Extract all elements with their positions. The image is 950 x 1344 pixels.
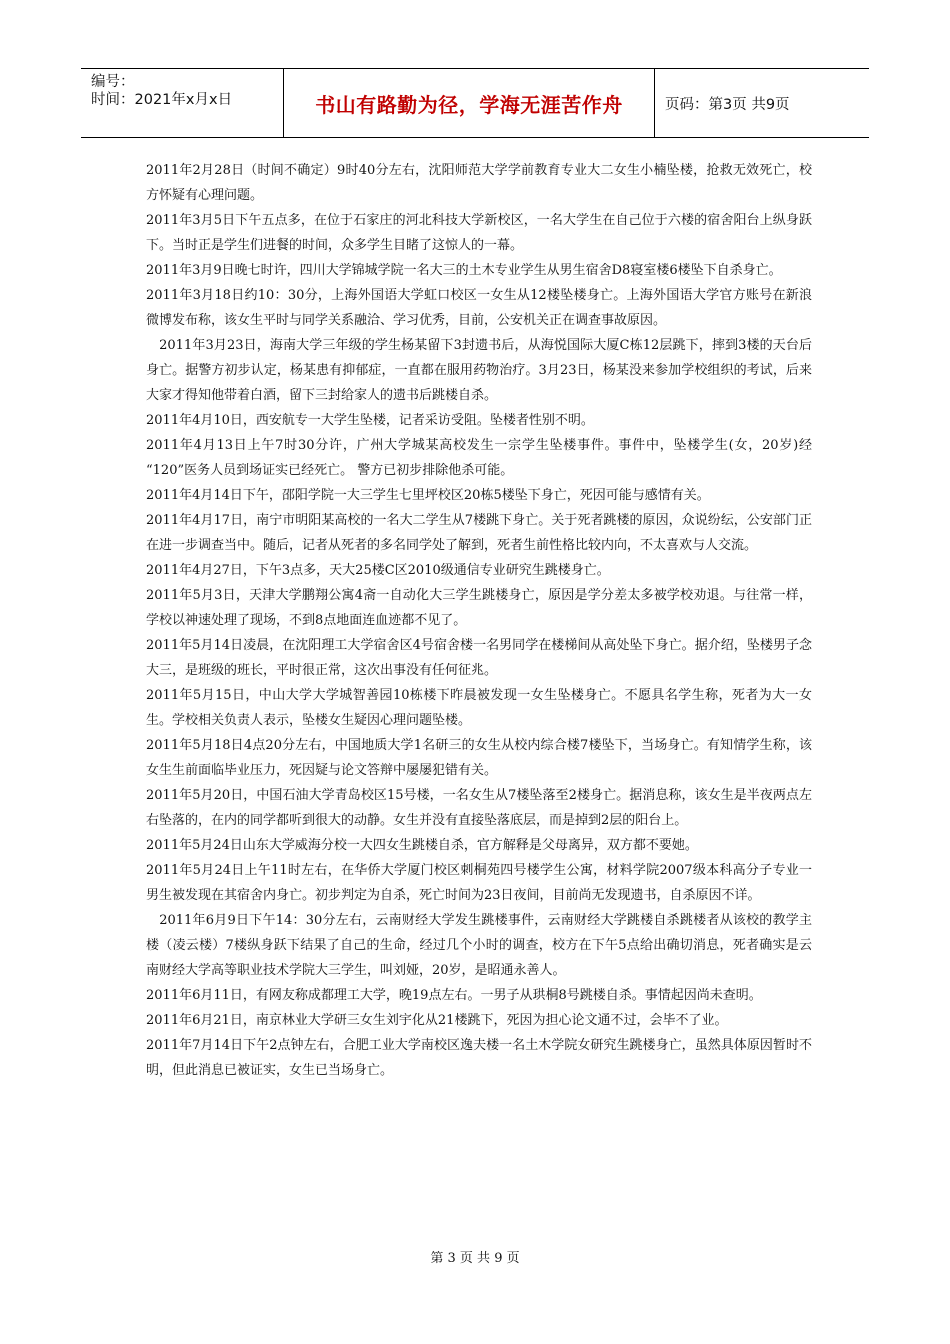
page-footer: 第 3 页 共 9 页: [430, 1251, 520, 1266]
paragraph: 2011年5月24日山东大学威海分校一大四女生跳楼自杀，官方解释是父母离异，双方都不要她。: [146, 838, 698, 853]
page-header: [81, 68, 869, 138]
header-page-info: 页码：第3页 共9页: [665, 96, 790, 113]
paragraph: 2011年6月21日，南京林业大学研三女生刘宇化从21楼跳下，死因为担心论文通不过，会毕不了业。: [146, 1013, 728, 1028]
paragraph: 2011年4月13日上午7时30分许，广州大学城某高校发生一宗学生坠楼事件。事件中，坠楼学生(女，20岁)经 “120”医务人员到场证实已经死亡。 警方已初步排除他杀可能。: [146, 438, 812, 478]
paragraph: 2011年5月15日，中山大学大学城智善园10栋楼下昨晨被发现一女生坠楼身亡。不愿具名学生称，死者为大一女生。学校相关负责人表示，坠楼女生疑因心理问题坠楼。: [146, 688, 812, 728]
paragraph: 2011年4月17日，南宁市明阳某高校的一名大二学生从7楼跳下身亡。关于死者跳楼的原因，众说纷纭，公安部门正在进一步调查当中。随后，记者从死者的多名同学处了解到，死者生前性格比较内向，不太喜欢与人交流。: [146, 513, 812, 553]
paragraph: 2011年5月14日凌晨，在沈阳理工大学宿舍区4号宿舍楼一名男同学在楼梯间从高处坠下身亡。据介绍，坠楼男子念大三，是班级的班长，平时很正常，这次出事没有任何征兆。: [146, 638, 812, 678]
paragraph: 2011年3月18日约10：30分，上海外国语大学虹口校区一女生从12楼坠楼身亡。上海外国语大学官方账号在新浪微博发布称，该女生平时与同学关系融洽、学习优秀，目前，公安机关正在调查事故原因。: [146, 288, 812, 328]
paragraph: 2011年7月14日下午2点钟左右，合肥工业大学南校区逸夫楼一名土木学院女研究生跳楼身亡，虽然具体原因暂时不明，但此消息已被证实，女生已当场身亡。: [146, 1038, 812, 1078]
paragraph: 2011年3月9日晚七时许，四川大学锦城学院一名大三的土木专业学生从男生宿舍D8寝室楼6楼坠下自杀身亡。: [146, 263, 782, 278]
paragraph: 2011年4月14日下午，邵阳学院一大三学生七里坪校区20栋5楼坠下身亡，死因可能与感情有关。: [146, 488, 710, 503]
paragraph: 2011年5月3日，天津大学鹏翔公寓4斋一自动化大三学生跳楼身亡，原因是学分差太多被学校劝退。与往常一样，学校以神速处理了现场，不到8点地面连血迹都不见了。: [146, 588, 812, 628]
paragraph: 2011年3月23日，海南大学三年级的学生杨某留下3封遗书后，从海悦国际大厦C栋12层跳下，摔到3楼的天台后身亡。据警方初步认定，杨某患有抑郁症，一直都在服用药物治疗。3月23日，杨某没来参加学校组织的考试，后来大家才得知他带着白酒，留下三封给家人的遗书后跳楼自杀。: [146, 338, 812, 403]
header-motto: 书山有路勤为径，学海无涯苦作舟: [284, 69, 655, 137]
paragraph: 2011年6月9日下午14：30分左右，云南财经大学发生跳楼事件，云南财经大学跳楼自杀跳楼者从该校的教学主楼（凌云楼）7楼纵身跃下结果了自己的生命，经过几个小时的调查，校方在下午5点给出确切消息，死者确实是云南财经大学高等职业技术学院大三学生，叫刘娅，20岁，是昭通永善人。: [146, 913, 812, 978]
number-label: 编号：: [91, 74, 135, 90]
paragraph: 2011年5月24日上午11时左右，在华侨大学厦门校区刺桐苑四号楼学生公寓，材料学院2007级本科高分子专业一男生被发现在其宿舍内身亡。初步判定为自杀，死亡时间为23日夜间，目前尚无发现遗书，自杀原因不详。: [146, 863, 812, 903]
paragraph: 2011年2月28日（时间不确定）9时40分左右，沈阳师范大学学前教育专业大二女生小楠坠楼，抢救无效死亡，校方怀疑有心理问题。: [146, 163, 812, 203]
paragraph: 2011年3月5日下午五点多，在位于石家庄的河北科技大学新校区，一名大学生在自己位于六楼的宿舍阳台上纵身跃下。当时正是学生们进餐的时间，众多学生目睹了这惊人的一幕。: [146, 213, 812, 253]
document-body: [146, 158, 812, 1083]
header-meta: [81, 69, 284, 137]
paragraph: 2011年4月10日，西安航专一大学生坠楼，记者采访受阻。坠楼者性别不明。: [146, 413, 594, 428]
paragraph: 2011年5月18日4点20分左右，中国地质大学1名研三的女生从校内综合楼7楼坠下，当场身亡。有知情学生称，该女生生前面临毕业压力，死因疑与论文答辩中屡屡犯错有关。: [146, 738, 812, 778]
date-label: 时间：2021年x月x日: [91, 92, 233, 108]
paragraph: 2011年5月20日，中国石油大学青岛校区15号楼，一名女生从7楼坠落至2楼身亡。据消息称，该女生是半夜两点左右坠落的，在内的同学都听到很大的动静。女生并没有直接坠落底层，而是掉到2层的阳台上。: [146, 788, 812, 828]
paragraph: 2011年4月27日，下午3点多，天大25楼C区2010级通信专业研究生跳楼身亡。: [146, 563, 610, 578]
paragraph: 2011年6月11日，有网友称成都理工大学，晚19点左右。一男子从珙桐8号跳楼自杀。事情起因尚未查明。: [146, 988, 762, 1003]
